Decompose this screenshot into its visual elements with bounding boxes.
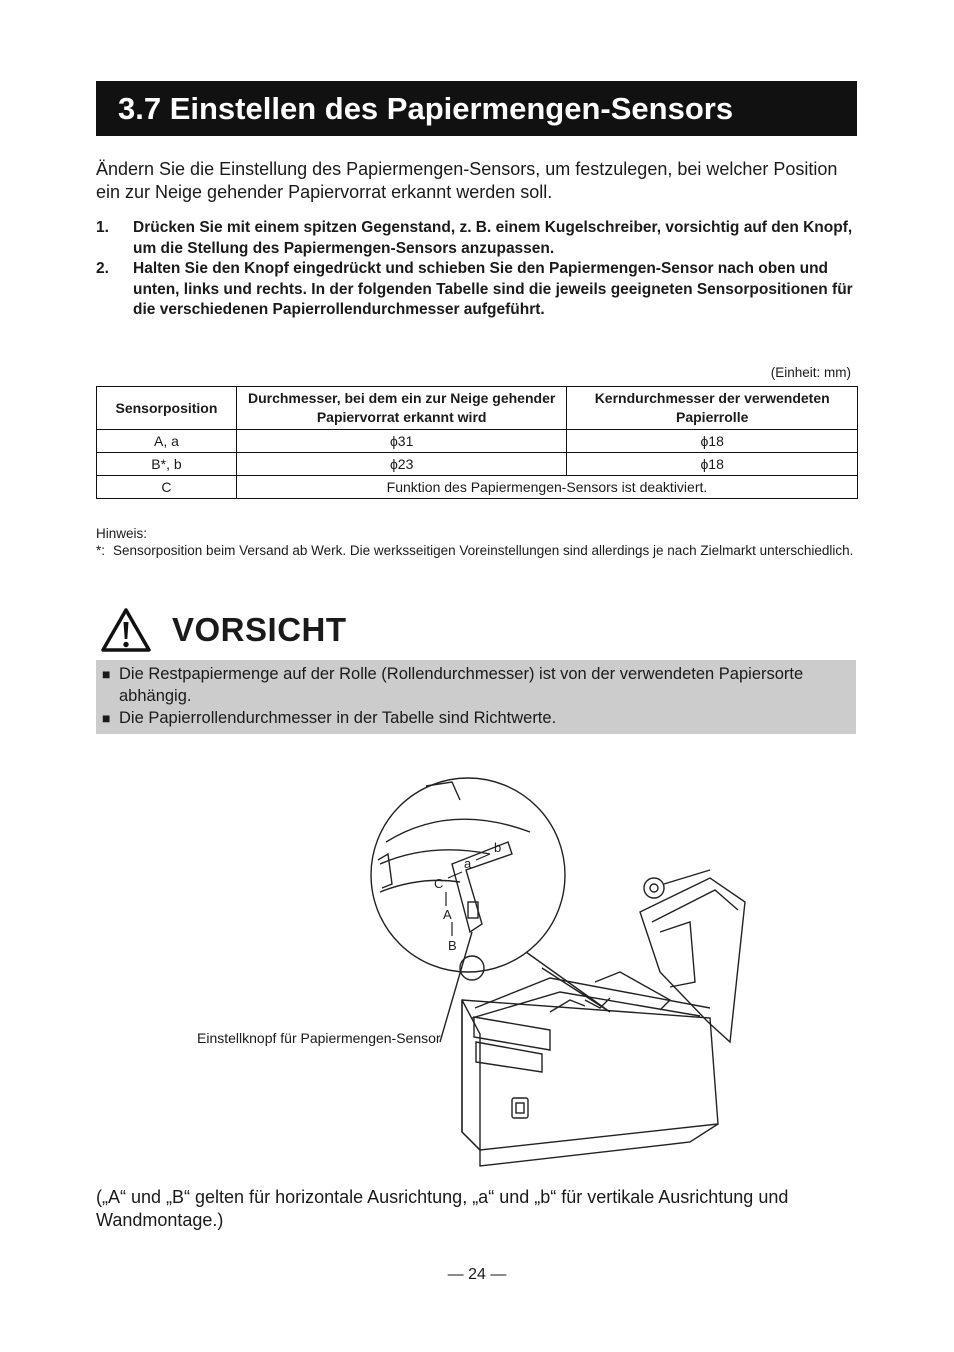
warning-triangle-icon [100, 607, 152, 653]
step-text: Drücken Sie mit einem spitzen Gegenstand, z. B. einem Kugelschreiber, vorsichtig auf den Knopf, um die Stellung des Papiermengen-Sensors anzupassen. [133, 219, 853, 257]
footnote-text: Sensorposition beim Versand ab Werk. Die werksseitigen Voreinstellungen sind allerdings je nach Zielmarkt unterschiedlich. [113, 543, 854, 558]
header-diameter: Durchmesser, bei dem ein zur Neige gehender Papiervorrat erkannt wird [236, 387, 566, 430]
square-bullet-icon: ■ [102, 666, 111, 682]
caution-item [102, 663, 850, 707]
header-sensorposition: Sensorposition [97, 387, 237, 430]
step-text: Halten Sie den Knopf eingedrückt und schieben Sie den Papiermengen-Sensor nach oben und unten, links und rechts. In der folgenden Tabelle sind die jeweils geeigneten Sensorpositionen für die verschiedenen Papierrollendurchmesser aufgeführt. [133, 260, 853, 318]
figure-caption: („A“ und „B“ gelten für horizontale Ausrichtung, „a“ und „b“ für vertikale Ausrichtung und Wandmontage.) [96, 1187, 789, 1230]
caution-text: Die Restpapiermenge auf der Rolle (Rollendurchmesser) ist von der verwendeten Papiersorte abhängig. [119, 665, 804, 705]
step-item-1 [96, 218, 856, 259]
label-c: C [434, 876, 444, 891]
caution-heading [100, 604, 347, 656]
footnote-marker: *: [96, 543, 106, 558]
table-cell: ϕ23 [236, 453, 566, 476]
table-row [97, 476, 858, 499]
caution-text: Die Papierrollendurchmesser in der Tabelle sind Richtwerte. [119, 709, 557, 727]
printer-front [462, 1000, 480, 1150]
table-cell-merged: Funktion des Papiermengen-Sensors ist deaktiviert. [236, 476, 857, 499]
printer-body [462, 1000, 718, 1150]
table-cell: ϕ18 [567, 453, 858, 476]
printer-illustration [190, 772, 790, 1182]
label-a-lower: a [464, 856, 472, 871]
step-list [96, 218, 856, 321]
table-row [97, 453, 858, 476]
label-a-upper: A [443, 907, 452, 922]
table-row [97, 430, 858, 453]
caution-box [96, 660, 856, 734]
label-b-lower: b [494, 840, 502, 855]
table-cell: C [97, 476, 237, 499]
square-bullet-icon: ■ [102, 710, 111, 726]
note-heading: Hinweis: [96, 526, 148, 541]
arrow-left-right-icon [476, 854, 490, 860]
caution-item [102, 707, 850, 729]
sensor-slider [452, 842, 512, 932]
power-switch [512, 1098, 528, 1118]
sensor-table [96, 386, 858, 499]
footnote [96, 542, 856, 560]
page-number: — 24 — [447, 1266, 507, 1283]
step-item-2 [96, 259, 856, 321]
label-b-upper: B [448, 938, 457, 953]
caution-word: VORSICHT [172, 611, 347, 648]
table-unit: (Einheit: mm) [770, 365, 851, 380]
step-number: 1. [96, 219, 109, 236]
figure-label: Einstellknopf für Papiermengen-Sensor [197, 1030, 441, 1046]
header-core-diameter: Kerndurchmesser der verwendeten Papierrolle [567, 387, 858, 430]
table-cell: ϕ18 [567, 430, 858, 453]
step-number: 2. [96, 260, 109, 277]
table-header-row [97, 387, 858, 430]
table-cell: B*, b [97, 453, 237, 476]
table-cell: ϕ31 [236, 430, 566, 453]
intro-paragraph: Ändern Sie die Einstellung des Papiermengen-Sensors, um festzulegen, bei welcher Position ein zur Neige gehender Papiervorrat erkannt werden soll. [96, 159, 838, 202]
table-cell: A, a [97, 430, 237, 453]
front-window [474, 1017, 550, 1050]
section-title: 3.7 Einstellen des Papiermengen-Sensors [96, 81, 857, 136]
roll-holder [644, 878, 664, 898]
